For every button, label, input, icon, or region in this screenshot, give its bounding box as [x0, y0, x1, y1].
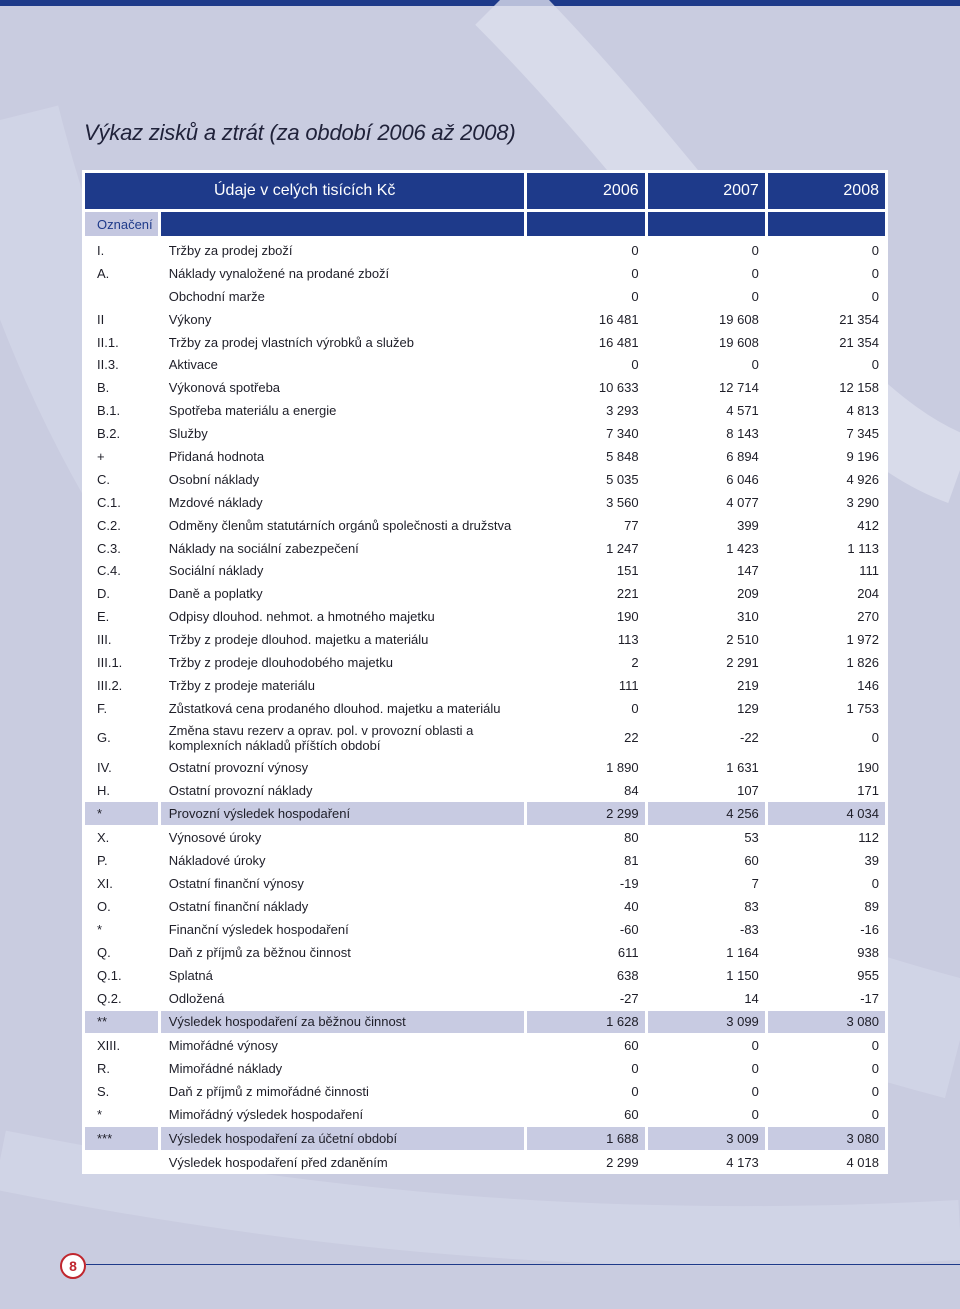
- value-2007: 60: [744, 853, 759, 869]
- value-2006: 7 340: [606, 426, 639, 442]
- value-2007: 6 894: [726, 448, 759, 464]
- row-code: **: [85, 1010, 158, 1035]
- value-2006: 0: [631, 357, 639, 373]
- value-2008: 4 813: [846, 403, 879, 419]
- value-2006: 10 633: [598, 380, 639, 396]
- row-code: F.: [97, 700, 108, 716]
- value-2006: -60: [619, 921, 639, 937]
- year-column-spacer: [527, 212, 644, 239]
- value-2006: 151: [616, 563, 639, 579]
- value-2006: 40: [624, 898, 639, 914]
- row-code: *: [85, 801, 158, 826]
- value-2007: 14: [744, 990, 759, 1006]
- row-label: Náklady na sociální zabezpečení: [168, 540, 359, 556]
- value-2008: 7 345: [846, 426, 879, 442]
- table-row: [85, 514, 885, 537]
- row-label: Mimořádný výsledek hospodaření: [168, 1107, 364, 1122]
- table-row: [85, 445, 885, 468]
- value-2008: 0: [871, 242, 879, 258]
- value-2008: 0: [871, 265, 879, 281]
- row-label: Aktivace: [168, 357, 218, 373]
- row-code: A.: [97, 265, 110, 281]
- table-row: [85, 559, 885, 582]
- value-2008: 0: [871, 1061, 879, 1077]
- row-label: Osobní náklady: [168, 471, 260, 487]
- table-row: [85, 239, 885, 262]
- row-code: [85, 1151, 158, 1174]
- table-row: [85, 399, 885, 422]
- value-2007: 19 608: [719, 311, 759, 327]
- row-label: Ostatní provozní výnosy: [168, 759, 309, 775]
- year-column-spacer: [768, 212, 885, 239]
- value-2006: 81: [624, 853, 639, 869]
- value-2007: 83: [744, 898, 759, 914]
- value-2006: 5 035: [606, 471, 639, 487]
- value-2007: 129: [737, 700, 759, 716]
- value-2007: 1 631: [726, 759, 759, 775]
- table-row: [85, 308, 885, 331]
- row-code: C.: [97, 471, 110, 487]
- table-row: [85, 826, 885, 849]
- row-code: I.: [97, 242, 105, 258]
- value-2007: 0: [751, 288, 759, 304]
- value-2008: 412: [857, 517, 879, 533]
- table-row: [85, 628, 885, 651]
- row-label: Výkonová spotřeba: [168, 380, 281, 396]
- value-2006: 638: [616, 967, 639, 983]
- row-label: Daň z příjmů za běžnou činnost: [168, 944, 351, 960]
- table-row: [85, 491, 885, 514]
- value-2008: -17: [860, 990, 879, 1006]
- value-2008: 3 080: [768, 1010, 885, 1035]
- table-row: [85, 779, 885, 802]
- value-2008: 0: [871, 1084, 879, 1100]
- table-row: [85, 987, 885, 1010]
- row-code: II.1.: [97, 334, 119, 350]
- year-column-spacer: [648, 212, 765, 239]
- row-label: Ostatní finanční výnosy: [168, 876, 304, 892]
- value-2006: 1 247: [606, 540, 639, 556]
- value-2008: 955: [857, 967, 879, 983]
- row-label: Zůstatková cena prodaného dlouhod. majetku a materiálu: [168, 700, 501, 716]
- value-2007: 8 143: [726, 426, 759, 442]
- row-label: Tržby z prodeje dlouhodobého majetku: [168, 654, 394, 670]
- table-row: [85, 1103, 885, 1126]
- value-2006: 1 890: [606, 759, 639, 775]
- table-row: [85, 1034, 885, 1057]
- table-row: [85, 468, 885, 491]
- value-2006: 0: [631, 288, 639, 304]
- value-2006: 611: [617, 944, 639, 960]
- row-code: G.: [97, 730, 111, 746]
- row-code: C.4.: [97, 563, 121, 579]
- table-row: [85, 895, 885, 918]
- value-2008: 4 034: [768, 801, 885, 826]
- value-2007: 1 150: [726, 967, 759, 983]
- value-2007: -22: [740, 730, 759, 746]
- year-header-2008: 2008: [768, 170, 885, 212]
- table-row: [85, 1151, 885, 1174]
- value-2008: 190: [857, 759, 879, 775]
- value-2006: 22: [624, 730, 639, 746]
- value-2008: 0: [871, 1107, 879, 1122]
- value-2008: 1 826: [846, 654, 879, 670]
- row-code: II: [97, 311, 105, 327]
- value-2008: 39: [864, 853, 879, 869]
- row-label: Obchodní marže: [168, 288, 265, 304]
- value-2006: 2 299: [606, 1154, 639, 1170]
- value-2007: 4 571: [726, 403, 759, 419]
- value-2007: 3 009: [648, 1126, 765, 1151]
- value-2007: 53: [744, 830, 759, 846]
- value-2007: 1 423: [726, 540, 759, 556]
- row-code: D.: [97, 586, 110, 602]
- page-number-badge: 8: [60, 1253, 86, 1279]
- table-row: [85, 331, 885, 354]
- value-2007: 219: [737, 677, 759, 693]
- row-label: Výsledek hospodaření za běžnou činnost: [161, 1010, 525, 1035]
- table-row: [85, 872, 885, 895]
- value-2007: 0: [751, 1084, 759, 1100]
- value-2008: -16: [860, 921, 879, 937]
- row-code: III.2.: [97, 677, 123, 693]
- value-2007: 4 173: [726, 1154, 759, 1170]
- value-2006: 1 628: [527, 1010, 644, 1035]
- value-2008: 171: [857, 782, 879, 798]
- row-label: Ostatní provozní náklady: [168, 782, 313, 798]
- table-row: [85, 964, 885, 987]
- value-2008: 1 113: [847, 540, 879, 556]
- row-code: S.: [97, 1084, 110, 1100]
- code-column-header: Označení: [85, 212, 158, 239]
- row-label: Sociální náklady: [168, 563, 264, 579]
- row-code: Q.: [97, 944, 111, 960]
- value-2007: 0: [751, 1107, 759, 1122]
- value-2008: 146: [857, 677, 879, 693]
- row-code: Q.2.: [97, 990, 122, 1006]
- value-2007: 209: [737, 586, 759, 602]
- table-row: [85, 1080, 885, 1103]
- row-label: Odložená: [168, 990, 225, 1006]
- table-row: [85, 801, 885, 826]
- value-2008: 0: [871, 288, 879, 304]
- value-2007: -83: [740, 921, 759, 937]
- value-2008: 4 018: [846, 1154, 879, 1170]
- value-2007: 2 291: [726, 654, 759, 670]
- value-2008: 0: [871, 876, 879, 892]
- value-2008: 1 972: [846, 632, 879, 648]
- row-label: Mzdové náklady: [168, 494, 263, 510]
- row-label: Výsledek hospodaření před zdaněním: [168, 1154, 388, 1170]
- row-code: C.3.: [97, 540, 121, 556]
- value-2007: 0: [751, 357, 759, 373]
- row-code: III.: [97, 632, 112, 648]
- table-row: [85, 285, 885, 308]
- table-row: [85, 1057, 885, 1080]
- table-row: [85, 1010, 885, 1035]
- value-2008: 9 196: [846, 448, 879, 464]
- table-row: [85, 651, 885, 674]
- row-code: ***: [85, 1126, 158, 1151]
- year-header-2006: 2006: [527, 170, 644, 212]
- value-2008: 0: [871, 357, 879, 373]
- value-2006: 0: [631, 265, 639, 281]
- row-code: B.2.: [97, 426, 121, 442]
- row-code: *: [97, 1107, 103, 1122]
- units-header: Údaje v celých tisících Kč: [85, 170, 524, 212]
- value-2007: 12 714: [719, 380, 759, 396]
- value-2008: 938: [857, 944, 879, 960]
- table-row: [85, 353, 885, 376]
- value-2007: 0: [751, 1061, 759, 1077]
- table-row: [85, 537, 885, 560]
- table-row: [85, 422, 885, 445]
- row-label: Náklady vynaložené na prodané zboží: [168, 265, 390, 281]
- value-2006: 16 481: [598, 334, 639, 350]
- value-2006: 1 688: [527, 1126, 644, 1151]
- table-row: [85, 849, 885, 872]
- row-code: XIII.: [97, 1038, 121, 1054]
- row-code: III.1.: [97, 654, 123, 670]
- value-2006: 221: [616, 586, 639, 602]
- value-2006: 80: [624, 830, 639, 846]
- value-2006: 0: [631, 700, 639, 716]
- row-label: Daň z příjmů z mimořádné činnosti: [168, 1084, 369, 1100]
- row-code: H.: [97, 782, 110, 798]
- value-2008: 3 080: [768, 1126, 885, 1151]
- row-label: Finanční výsledek hospodaření: [168, 921, 349, 937]
- value-2008: 4 926: [846, 471, 879, 487]
- value-2006: 0: [631, 1061, 639, 1077]
- value-2006: 0: [631, 242, 639, 258]
- value-2007: 147: [737, 563, 759, 579]
- value-2008: 21 354: [839, 311, 879, 327]
- row-label: Výkony: [168, 311, 212, 327]
- table-row: [85, 720, 885, 756]
- table-row: [85, 262, 885, 285]
- value-2008: 111: [859, 563, 879, 579]
- row-code: R.: [97, 1061, 110, 1077]
- value-2007: 2 510: [726, 632, 759, 648]
- income-statement-table: [82, 170, 888, 1174]
- row-label: Výnosové úroky: [168, 830, 262, 846]
- value-2008: 89: [864, 898, 879, 914]
- row-label: Výsledek hospodaření za účetní období: [161, 1126, 525, 1151]
- value-2006: 190: [616, 609, 639, 625]
- value-2007: 4 256: [648, 801, 765, 826]
- value-2007: 4 077: [726, 494, 759, 510]
- value-2007: 3 099: [648, 1010, 765, 1035]
- value-2006: 3 293: [606, 403, 639, 419]
- value-2006: 3 560: [606, 494, 639, 510]
- row-label: Spotřeba materiálu a energie: [168, 403, 337, 419]
- row-label: Ostatní finanční náklady: [168, 898, 309, 914]
- value-2007: 7: [751, 876, 759, 892]
- value-2007: 107: [737, 782, 759, 798]
- row-code: P.: [97, 853, 108, 869]
- value-2008: 21 354: [839, 334, 879, 350]
- row-code: B.1.: [97, 403, 121, 419]
- value-2008: 3 290: [846, 494, 879, 510]
- value-2008: 204: [857, 586, 879, 602]
- table-row: [85, 376, 885, 399]
- value-2006: 0: [631, 1084, 639, 1100]
- value-2006: 16 481: [598, 311, 639, 327]
- row-label: Provozní výsledek hospodaření: [161, 801, 525, 826]
- row-code: C.1.: [97, 494, 121, 510]
- value-2008: 270: [857, 609, 879, 625]
- name-column-header: [161, 212, 525, 239]
- row-label: Tržby z prodeje dlouhod. majetku a materiálu: [168, 632, 429, 648]
- value-2008: 0: [871, 1038, 879, 1054]
- value-2008: 112: [858, 830, 879, 846]
- row-code: E.: [97, 609, 110, 625]
- row-code: O.: [97, 898, 111, 914]
- value-2006: -19: [619, 876, 639, 892]
- row-code: XI.: [97, 876, 113, 892]
- value-2007: 399: [737, 517, 759, 533]
- table-row: [85, 1126, 885, 1151]
- row-label: Tržby za prodej vlastních výrobků a služeb: [168, 334, 414, 350]
- row-label: Přidaná hodnota: [168, 448, 265, 464]
- row-code: Q.1.: [97, 967, 122, 983]
- year-header-2007: 2007: [648, 170, 765, 212]
- table-row: [85, 941, 885, 964]
- table-row: [85, 697, 885, 720]
- table-row: [85, 674, 885, 697]
- value-2006: 5 848: [606, 448, 639, 464]
- value-2007: 0: [751, 1038, 759, 1054]
- row-code: II.3.: [97, 357, 119, 373]
- value-2007: 6 046: [726, 471, 759, 487]
- value-2007: 1 164: [726, 944, 759, 960]
- table-row: [85, 918, 885, 941]
- value-2006: 111: [618, 677, 639, 693]
- row-code: [85, 285, 158, 308]
- row-code: IV.: [97, 759, 112, 775]
- row-label: Daně a poplatky: [168, 586, 263, 602]
- value-2006: 2 299: [527, 801, 644, 826]
- table-row: [85, 756, 885, 779]
- value-2006: 113: [617, 632, 639, 648]
- footer-rule: [86, 1264, 960, 1265]
- value-2007: 0: [751, 265, 759, 281]
- value-2008: 1 753: [846, 700, 879, 716]
- row-label: Změna stavu rezerv a oprav. pol. v provozní oblasti a komplexních nákladů příštích období: [168, 722, 474, 753]
- row-code: X.: [97, 830, 110, 846]
- row-label: Tržby z prodeje materiálu: [168, 677, 315, 693]
- value-2007: 19 608: [719, 334, 759, 350]
- row-label: Mimořádné výnosy: [168, 1038, 278, 1054]
- table-row: [85, 582, 885, 605]
- value-2006: 60: [624, 1038, 639, 1054]
- page-title: Výkaz zisků a ztrát (za období 2006 až 2008): [84, 120, 516, 145]
- value-2006: 77: [624, 517, 639, 533]
- value-2006: 2: [631, 654, 639, 670]
- row-code: +: [97, 448, 105, 464]
- value-2006: 60: [624, 1107, 639, 1122]
- value-2008: 0: [871, 730, 879, 746]
- table-row: [85, 605, 885, 628]
- row-label: Odměny členům statutárních orgánů společnosti a družstva: [168, 517, 512, 533]
- value-2008: 12 158: [839, 380, 879, 396]
- value-2006: -27: [619, 990, 639, 1006]
- value-2007: 0: [751, 242, 759, 258]
- row-code: C.2.: [97, 517, 121, 533]
- row-code: *: [97, 921, 103, 937]
- row-label: Splatná: [168, 967, 213, 983]
- row-label: Tržby za prodej zboží: [168, 242, 293, 258]
- row-label: Mimořádné náklady: [168, 1061, 283, 1077]
- row-label: Odpisy dlouhod. nehmot. a hmotného majetku: [168, 609, 435, 625]
- value-2007: 310: [737, 609, 759, 625]
- row-label: Služby: [168, 426, 208, 442]
- row-code: B.: [97, 380, 110, 396]
- value-2006: 84: [624, 782, 639, 798]
- row-label: Nákladové úroky: [168, 853, 266, 869]
